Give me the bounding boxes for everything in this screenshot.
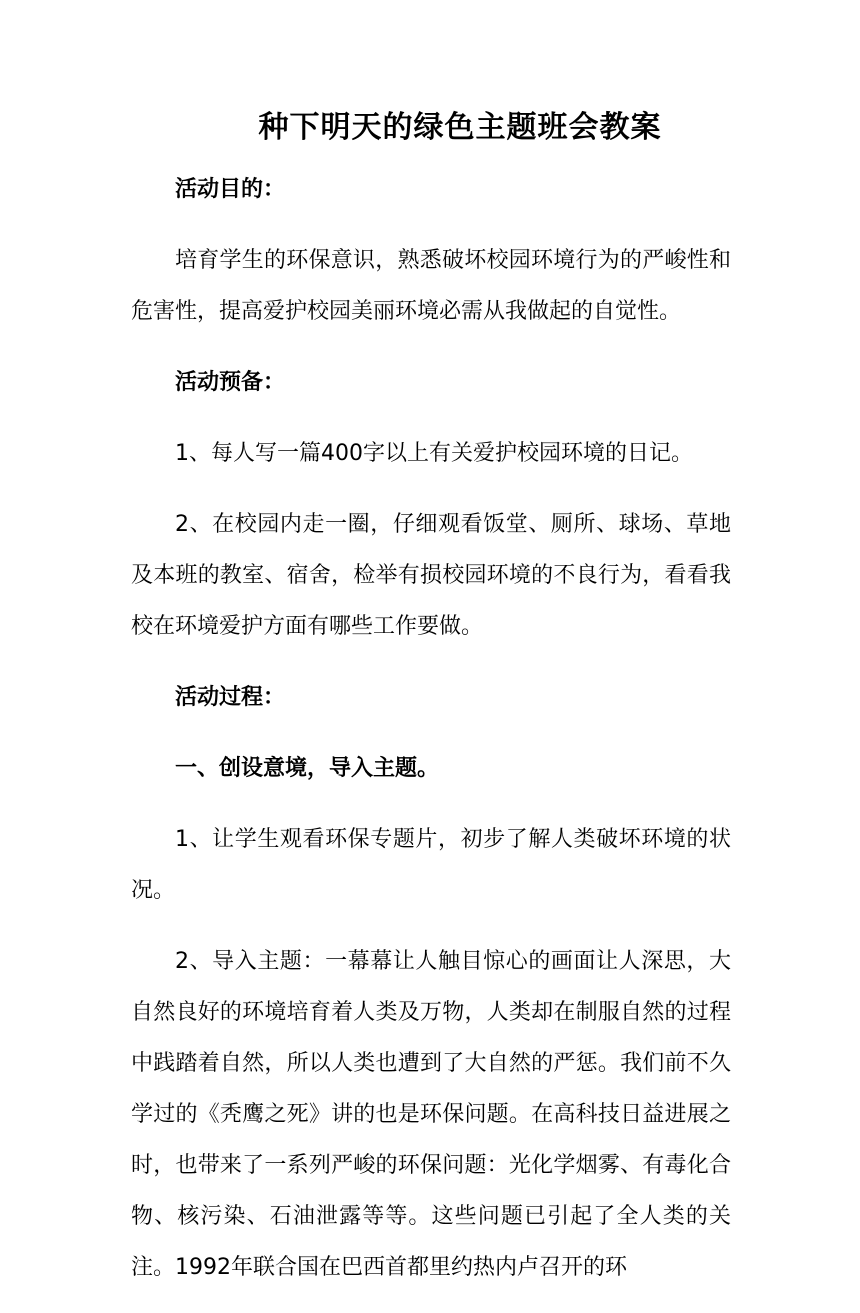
purpose-paragraph: 培育学生的环保意识，熟悉破坏校园环境行为的严峻性和危害性，提高爱护校园美丽环境必需从我做起的自觉性。: [131, 248, 731, 324]
process-step-2: 2、导入主题：一幕幕让人触目惊心的画面让人深思，大自然良好的环境培育着人类及万物，人类却在制服自然的过程中践踏着自然，所以人类也遭到了大自然的严惩。我们前不久学过的《秃鹰之死》讲的也是环保问题。在高科技日益进展之时，也带来了一系列严峻的环保问题：光化学烟雾、有毒化合物、核污染、石油泄露等等。这些问题已引起了全人类的关注。1992年联合国在巴西首都里约热内卢召开的环: [131, 949, 731, 1280]
preparation-heading: 活动预备：: [175, 370, 286, 395]
preparation-item-1: 1、每人写一篇400字以上有关爱护校园环境的日记。: [175, 441, 693, 466]
process-heading: 活动过程：: [175, 685, 286, 710]
process-step-1: 1、让学生观看环保专题片，初步了解人类破坏环境的状况。: [131, 827, 731, 903]
section-1-heading: 一、创设意境，导入主题。: [175, 756, 440, 781]
preparation-item-2: 2、在校园内走一圈，仔细观看饭堂、厕所、球场、草地及本班的教室、宿舍，检举有损校园环境的不良行为，看看我校在环境爱护方面有哪些工作要做。: [131, 512, 731, 639]
document-body: [131, 164, 731, 1313]
document-title: 种下明天的绿色主题班会教案: [258, 110, 662, 145]
purpose-heading: 活动目的：: [175, 177, 286, 202]
